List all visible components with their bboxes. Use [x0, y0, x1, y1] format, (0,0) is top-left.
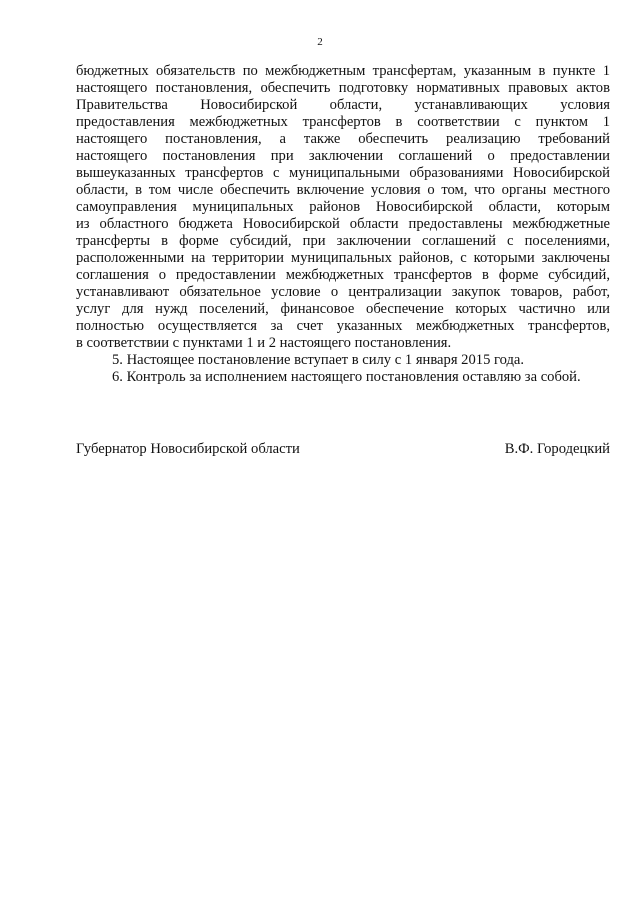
paragraph-line: настоящего постановления при заключении соглашений о предоставлении	[76, 148, 610, 164]
paragraph-line: устанавливают обязательное условие о централизации закупок товаров, работ,	[76, 284, 610, 300]
paragraph-line: услуг для нужд поселений, финансовое обеспечение которых частично или	[76, 301, 610, 317]
paragraph-line: самоуправления муниципальных районов Новосибирской области, которым	[76, 199, 610, 215]
page-number: 2	[317, 36, 323, 48]
paragraph-line: предоставления межбюджетных трансфертов в соответствии с пунктом 1	[76, 114, 610, 130]
item-6: 6. Контроль за исполнением настоящего постановления оставляю за собой.	[112, 369, 581, 385]
document-body	[76, 63, 610, 386]
paragraph-line: трансферты в форме субсидий, при заключении соглашений с поселениями,	[76, 233, 610, 249]
paragraph-line: вышеуказанных трансфертов с муниципальными образованиями Новосибирской	[76, 165, 610, 181]
signatory-position: Губернатор Новосибирской области	[76, 441, 300, 457]
paragraph-line: расположенными на территории муниципальных районов, с которыми заключены	[76, 250, 610, 266]
signature-block	[76, 441, 610, 458]
paragraph-line: соглашения о предоставлении межбюджетных трансфертов в форме субсидий,	[76, 267, 610, 283]
paragraph-line: полностью осуществляется за счет указанных межбюджетных трансфертов,	[76, 318, 610, 334]
paragraph-line: бюджетных обязательств по межбюджетным трансфертам, указанным в пункте 1	[76, 63, 610, 79]
signatory-name: В.Ф. Городецкий	[504, 441, 610, 457]
paragraph-line: в соответствии с пунктами 1 и 2 настоящего постановления.	[76, 335, 452, 351]
item-5: 5. Настоящее постановление вступает в силу с 1 января 2015 года.	[112, 352, 525, 368]
paragraph-line: настоящего постановления, а также обеспечить реализацию требований	[76, 131, 610, 147]
paragraph-line: настоящего постановления, обеспечить подготовку нормативных правовых актов	[76, 80, 610, 96]
paragraph-line: Правительства Новосибирской области, устанавливающих условия	[76, 97, 610, 113]
paragraph-line: области, в том числе обеспечить включение условия о том, что органы местного	[76, 182, 610, 198]
paragraph-line: из областного бюджета Новосибирской области предоставлены межбюджетные	[76, 216, 610, 232]
